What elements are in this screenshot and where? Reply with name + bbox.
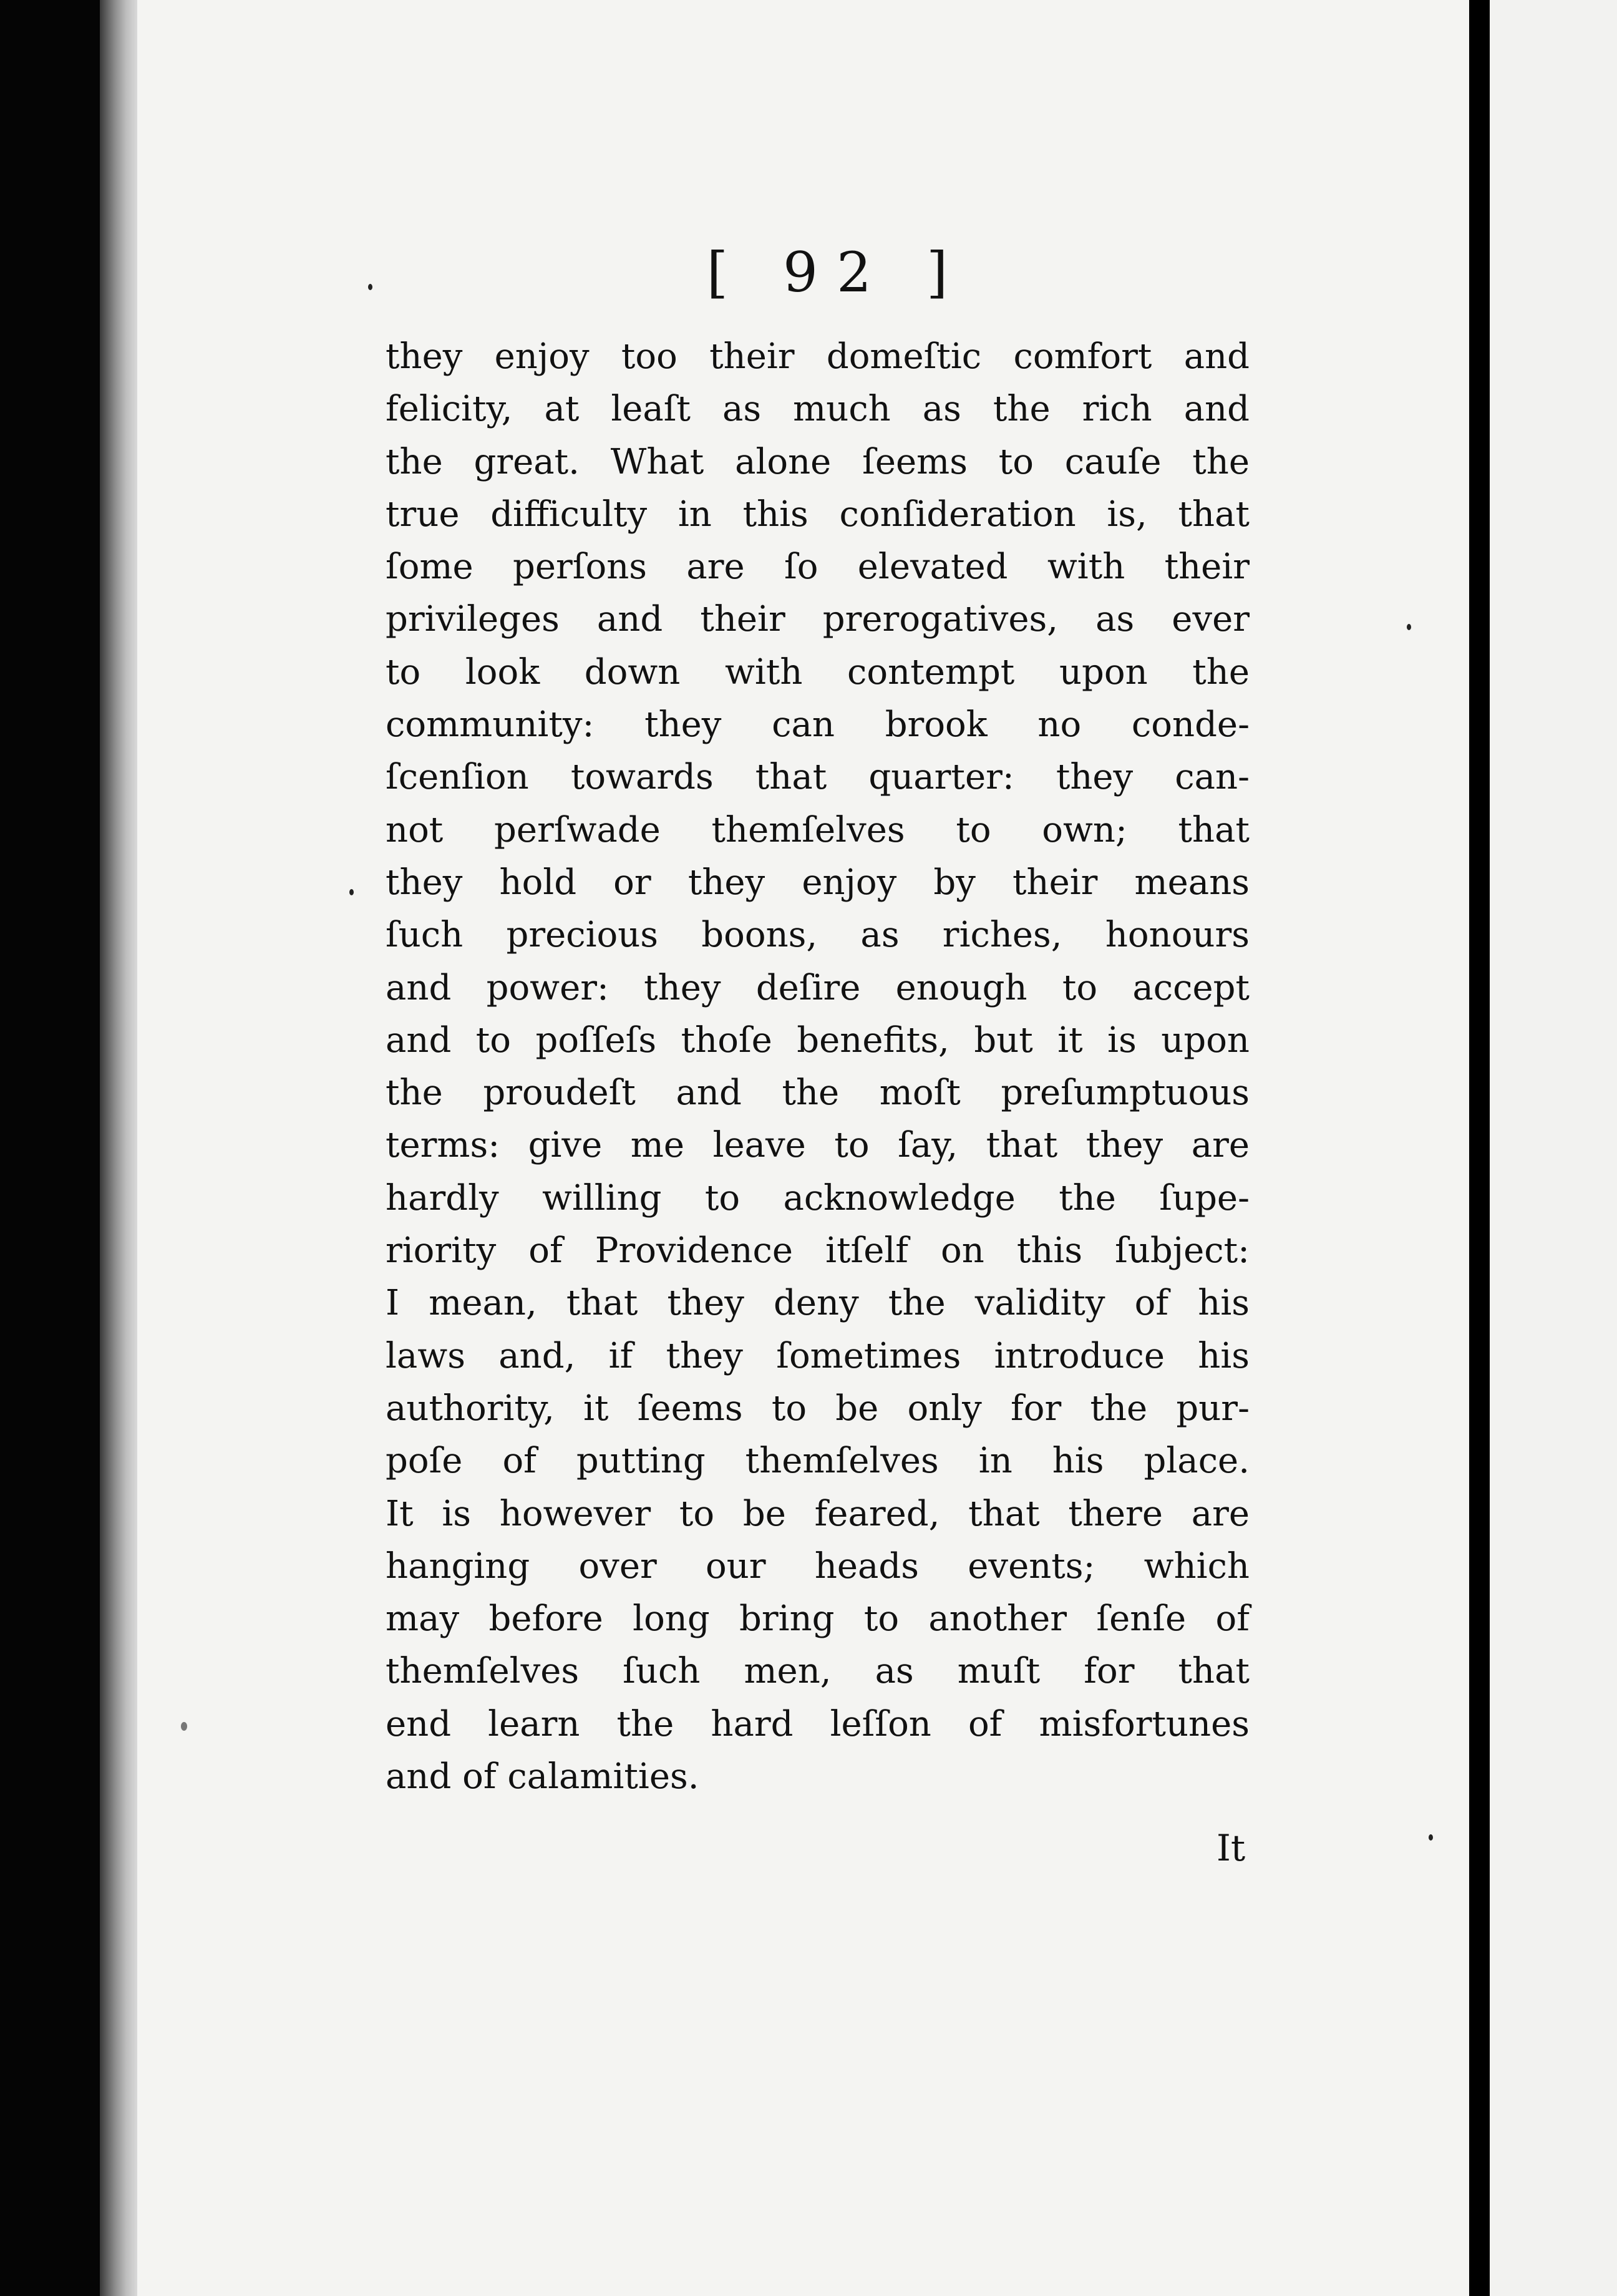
text-line: ſome perſons are ſo elevated with their (386, 547, 1250, 588)
page-number-heading: [ 92 ] (706, 240, 967, 304)
page-fold (1469, 0, 1490, 2296)
text-line: terms: give me leave to ſay, that they are (386, 1125, 1250, 1166)
body-text (386, 331, 1250, 1803)
text-line: It is however to be feared, that there are (386, 1493, 1250, 1534)
text-line: riority of Providence itſelf on this ſubject: (386, 1230, 1250, 1272)
text-line: to look down with contempt upon the (386, 651, 1250, 693)
text-line: the proudeſt and the moſt preſumptuous (386, 1073, 1250, 1114)
text-line: authority, it ſeems to be only for the pur- (386, 1388, 1250, 1429)
catchword: It (1216, 1827, 1246, 1869)
text-line: community: they can brook no conde- (386, 704, 1250, 746)
ink-speck (181, 1722, 187, 1731)
ink-speck (1429, 1834, 1433, 1841)
book-gutter (100, 0, 137, 2296)
next-page-edge (1490, 0, 1617, 2296)
text-line: felicity, at leaſt as much as the rich and (386, 389, 1250, 430)
text-line: they hold or they enjoy by their means (386, 862, 1250, 903)
text-line: themſelves ſuch men, as muſt for that (386, 1651, 1250, 1692)
text-line: the great. What alone ſeems to cauſe the (386, 441, 1250, 482)
text-line: they enjoy too their domeſtic comfort and (386, 336, 1250, 377)
text-line: poſe of putting themſelves in his place. (386, 1441, 1250, 1482)
text-line: ſcenſion towards that quarter: they can- (386, 757, 1250, 798)
ink-speck (1407, 624, 1411, 630)
text-line: end learn the hard leſſon of misfortunes (386, 1703, 1250, 1744)
ink-speck (349, 889, 354, 895)
text-line: not perſwade themſelves to own; that (386, 809, 1250, 850)
text-line: and power: they deſire enough to accept (386, 967, 1250, 1008)
text-line: I mean, that they deny the validity of his (386, 1283, 1250, 1324)
text-line: true difficulty in this conſideration is, that (386, 494, 1250, 535)
text-line: hanging over our heads events; which (386, 1545, 1250, 1587)
text-line: and of calamities. (386, 1756, 699, 1797)
text-line: privileges and their prerogatives, as ever (386, 599, 1250, 640)
text-line: ſuch precious boons, as riches, honours (386, 915, 1250, 956)
left-scan-border (0, 0, 100, 2296)
text-line: and to poſſeſs thoſe benefits, but it is upon (386, 1019, 1250, 1061)
text-line: hardly willing to acknowledge the ſupe- (386, 1177, 1250, 1219)
text-line: laws and, if they ſometimes introduce his (386, 1335, 1250, 1376)
text-line: may before long bring to another ſenſe of (386, 1598, 1250, 1640)
